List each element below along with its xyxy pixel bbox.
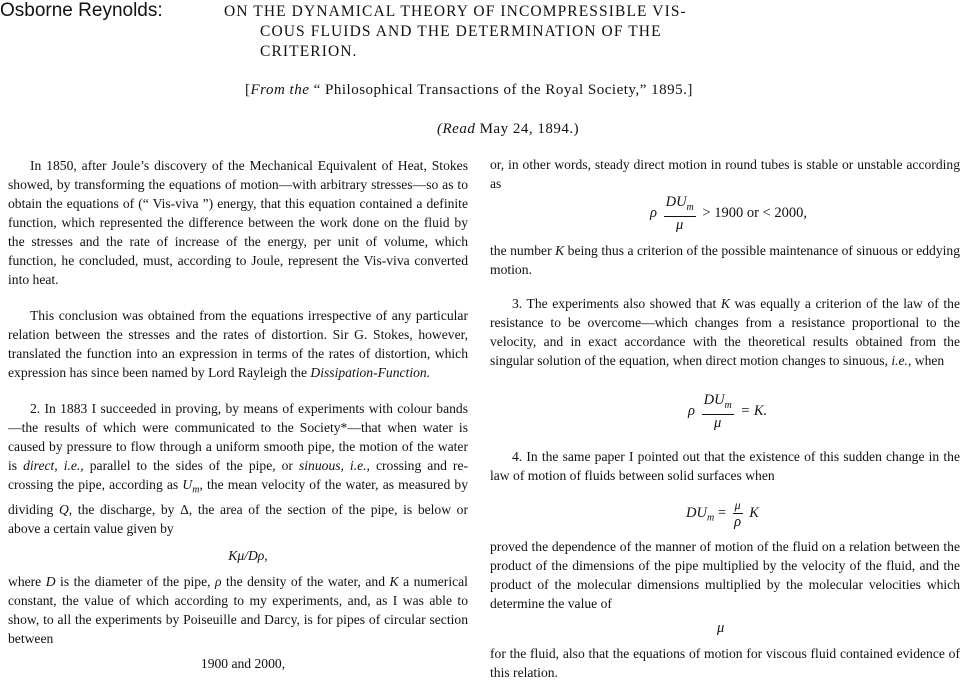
r4-text: 4. In the same paper I pointed out that the existence of this sudden change in the law of motion of fluids between solid surfaces when <box>490 449 960 483</box>
eq3-sub: m <box>686 201 694 213</box>
equation-stability <box>650 194 807 233</box>
p4-d: a numerical constant, the value of which according to my experiments, and, as I was able to show, to all the experiments by Poiseuille and Darcy, is for pipes of circular section between <box>8 573 468 646</box>
eq5-den: ρ <box>734 514 742 530</box>
p3-m: m <box>192 484 200 496</box>
eq3-num: DU <box>665 194 687 210</box>
read-italic: (Read <box>437 121 476 137</box>
p3-Q: Q <box>58 501 69 517</box>
dissipation-function: Dissipation-Function. <box>310 365 431 380</box>
eq5-K: K <box>749 504 759 521</box>
source-text: “ Philosophical Transactions of the Royal Society,” 1895.] <box>313 82 693 98</box>
title-line-2: COUS FLUIDS AND THE DETERMINATION OF THE <box>260 23 662 40</box>
equation-criterion <box>688 392 767 431</box>
right-paragraph-6: for the fluid, also that the equations of motion for viscous fluid contained evidence of this relation. <box>490 646 960 680</box>
eq3-rho: ρ <box>650 204 657 221</box>
right-paragraph-4 <box>490 447 960 485</box>
eq5-sub: m <box>706 512 715 524</box>
right-column <box>490 155 960 193</box>
right-paragraph-5: proved the dependence of the manner of motion of the fluid on a relation between the product of the dimensions of the pipe multiplied by the velocity of the fluid, and the product of the molecular dimensions multiplied by the molecular velocities which determine the value of <box>490 539 960 611</box>
p3-sinuous: sinuous, i.e., <box>298 458 370 473</box>
equation-sudden-change <box>686 497 759 530</box>
r3-a: 3. The experiments also showed that <box>512 296 717 311</box>
equation-kmu-drho: Kμ/Dρ, <box>228 547 268 563</box>
read-text: May 24, 1894.) <box>479 121 580 137</box>
p4-b: is the diameter of the pipe, <box>60 573 211 589</box>
p4-a: where <box>8 573 42 589</box>
p4-rho: ρ <box>215 573 222 589</box>
r3-b: was equally a criterion of the law of the resistance to be overcome—which changes from a resistance proportional to the velocity, and in exact accordance with the theoretical results obtained from the singular solution of the equation, when direct motion changes to sinuous, <box>490 296 960 368</box>
left-column <box>8 156 468 673</box>
p3-U: U <box>182 477 193 492</box>
p3-a: 2. In 1883 I succeeded in proving, by means of experiments with colour bands—the results of which were communicated to the Society*—that when water is caused by pressure to flow through a uniform smooth pipe, the motion of the water is <box>8 401 468 473</box>
eq4-den: μ <box>714 414 722 431</box>
eq4-rho: ρ <box>688 402 695 419</box>
title-line-3: CRITERION. <box>260 43 358 60</box>
r2-a: the number <box>490 243 552 258</box>
read-date <box>437 121 579 138</box>
eq5-lhs: DU <box>686 504 707 521</box>
eq5-num: μ <box>734 498 741 512</box>
source-note <box>245 82 693 99</box>
p3-c: crossing and re-crossing the pipe, according as <box>8 458 469 492</box>
source-italic: From the <box>250 82 310 98</box>
r2-b: being thus a criterion of the possible maintenance of sinuous or eddying motion. <box>490 243 960 277</box>
p4-D: D <box>45 573 56 589</box>
right-paragraph-3 <box>490 294 960 370</box>
eq3-den: μ <box>676 216 684 233</box>
equation-mu <box>717 620 724 637</box>
author-label: Osborne Reynolds: <box>0 0 163 21</box>
eq4-sub: m <box>724 399 732 411</box>
p3-direct: direct, i.e., <box>23 458 84 473</box>
paper-title <box>224 2 834 62</box>
paragraph-2 <box>8 306 468 382</box>
eq4-rest: = K. <box>740 402 768 419</box>
eq6-mu: μ <box>717 620 725 636</box>
p4-K: K <box>389 573 399 589</box>
paragraph-4 <box>8 572 468 648</box>
r3-K: K <box>720 296 730 311</box>
right-paragraph-1: or, in other words, steady direct motion in round tubes is stable or unstable according as <box>490 157 960 191</box>
p4-c: the density of the water, and <box>226 573 385 589</box>
right-paragraph-2 <box>490 241 960 279</box>
paragraph-3 <box>8 399 468 538</box>
eq3-rest: > 1900 or < 2000, <box>702 204 807 221</box>
p3-b: parallel to the sides of the pipe, or <box>89 458 293 473</box>
source-bracket: [ <box>245 82 251 98</box>
paragraph-1: In 1850, after Joule’s discovery of the Mechanical Equivalent of Heat, Stokes showed, by transforming the equations of motion—with arbitrary stresses—so as to obtain the equations of (“ Vis-viva ”) energy, that this equation contained a definite function, which represented the difference between the work done on the fluid by the stresses and the rate of increase of the energy, per unit of volume, which function, he concluded, must, according to Joule, represent the Vis-viva converted into heat. <box>8 158 468 287</box>
r3-c: when <box>914 353 945 368</box>
eq4-num: DU <box>703 392 725 408</box>
equation-range: 1900 and 2000, <box>200 655 286 671</box>
title-line-1: ON THE DYNAMICAL THEORY OF INCOMPRESSIBLE VIS- <box>224 3 687 20</box>
p3-e: , the discharge, by Δ, the area of the section of the pipe, is below or above a certain value given by <box>8 501 468 536</box>
r3-ie: i.e., <box>891 353 912 368</box>
eq5-eq: = <box>717 504 726 521</box>
r2-K: K <box>555 243 565 258</box>
paragraph-2-text: This conclusion was obtained from the equations irrespective of any particular relation between the stresses and the rates of distortion. Sir G. Stokes, however, translated the function into an expression in terms of the rates of distortion, which expression has since been named by Lord Rayleigh the <box>8 308 468 380</box>
p3-d: , the mean velocity of the water, as measured by dividing <box>8 477 468 517</box>
